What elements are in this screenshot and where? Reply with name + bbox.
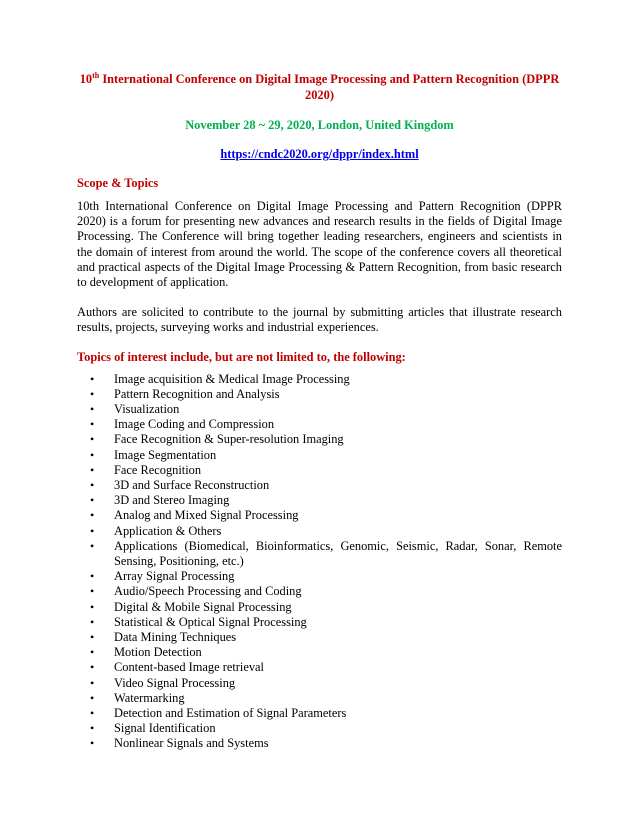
topic-text: Array Signal Processing (114, 569, 235, 584)
list-item (90, 630, 562, 645)
topic-text: Image Coding and Compression (114, 417, 275, 432)
bullet-icon: • (90, 371, 95, 386)
bullet-icon: • (90, 386, 95, 401)
topic-text: Nonlinear Signals and Systems (114, 736, 269, 751)
bullet-icon: • (90, 477, 95, 492)
topic-text: Pattern Recognition and Analysis (114, 386, 280, 401)
list-item (90, 721, 562, 736)
list-item (90, 371, 562, 387)
title-rest: International Conference on Digital Image Processing and Pattern Recognition (DPPR 2020) (99, 72, 560, 102)
bullet-icon: • (90, 675, 95, 690)
topic-text: Applications (Biomedical, Bioinformatics, Genomic, Seismic, Radar, Sonar, Remote Sensing, Positioning, etc.) (114, 538, 562, 568)
topic-text: Image acquisition & Medical Image Processing (114, 371, 350, 386)
list-item (90, 675, 562, 691)
list-item (90, 690, 562, 706)
list-item (90, 660, 562, 675)
bullet-icon: • (90, 447, 95, 462)
scope-heading: Scope & Topics (77, 175, 159, 190)
bullet-icon: • (90, 462, 95, 477)
list-item (90, 432, 562, 447)
topic-text: Signal Identification (114, 721, 216, 736)
list-item (90, 447, 562, 463)
topic-text: Audio/Speech Processing and Coding (114, 584, 302, 599)
title-superscript: th (92, 70, 100, 80)
list-item (90, 401, 562, 417)
topic-text: Data Mining Techniques (114, 630, 237, 645)
bullet-icon: • (90, 630, 95, 645)
bullet-icon: • (90, 538, 95, 553)
list-item (90, 645, 562, 660)
list-item (90, 584, 562, 599)
topic-text: Image Segmentation (114, 447, 217, 462)
topic-text: Content-based Image retrieval (114, 660, 265, 675)
list-item (90, 614, 562, 630)
list-item (90, 538, 562, 569)
bullet-icon: • (90, 706, 95, 721)
bullet-icon: • (90, 569, 95, 584)
list-item (90, 493, 562, 508)
topic-text: Face Recognition & Super-resolution Imaging (114, 432, 344, 447)
bullet-icon: • (90, 417, 95, 432)
topic-text: Face Recognition (114, 462, 202, 477)
list-item (90, 417, 562, 432)
bullet-icon: • (90, 736, 95, 751)
conference-url-link[interactable]: https://cndc2020.org/dppr/index.html (220, 147, 419, 162)
list-item (90, 706, 562, 721)
bullet-icon: • (90, 690, 95, 705)
conference-url-line (77, 147, 562, 162)
conference-title (77, 72, 562, 103)
bullet-icon: • (90, 721, 95, 736)
scope-paragraph: 10th International Conference on Digital Image Processing and Pattern Recognition (DPPR 2020) is a forum for presenting new advances and research results in the fields of Digital Image Processing. The Conference will bring together leading researchers, engineers and scientists in the domain of interest from around the world. The scope of the conference covers all theoretical and practical aspects of the Digital Image Processing & Pattern Recognition, from basic research to development of application. (77, 198, 562, 290)
topic-text: Analog and Mixed Signal Processing (114, 508, 299, 523)
topics-list (77, 372, 562, 752)
list-item (90, 736, 562, 751)
topic-text: Statistical & Optical Signal Processing (114, 614, 307, 629)
bullet-icon: • (90, 584, 95, 599)
bullet-icon: • (90, 432, 95, 447)
bullet-icon: • (90, 660, 95, 675)
list-item (90, 386, 562, 402)
topic-text: Watermarking (114, 690, 185, 705)
bullet-icon: • (90, 645, 95, 660)
bullet-icon: • (90, 401, 95, 416)
list-item (90, 508, 562, 523)
topic-text: Digital & Mobile Signal Processing (114, 599, 292, 614)
topic-text: Detection and Estimation of Signal Parameters (114, 706, 347, 721)
list-item (90, 462, 562, 478)
list-item (90, 523, 562, 539)
list-item (90, 569, 562, 584)
topic-text: Motion Detection (114, 645, 202, 660)
list-item (90, 477, 562, 493)
title-prefix: 10 (79, 72, 93, 86)
list-item (90, 599, 562, 615)
authors-paragraph: Authors are solicited to contribute to the journal by submitting articles that illustrate research results, projects, surveying works and industrial experiences. (77, 304, 562, 334)
bullet-icon: • (90, 508, 95, 523)
bullet-icon: • (90, 599, 95, 614)
topic-text: 3D and Surface Reconstruction (114, 477, 270, 492)
topic-text: Video Signal Processing (114, 675, 236, 690)
bullet-icon: • (90, 523, 95, 538)
bullet-icon: • (90, 614, 95, 629)
topic-text: Visualization (114, 401, 180, 416)
bullet-icon: • (90, 493, 95, 508)
topic-text: 3D and Stereo Imaging (114, 493, 230, 508)
conference-dates: November 28 ~ 29, 2020, London, United Kingdom (185, 118, 454, 132)
topics-heading: Topics of interest include, but are not limited to, the following: (77, 350, 406, 365)
topic-text: Application & Others (114, 523, 222, 538)
